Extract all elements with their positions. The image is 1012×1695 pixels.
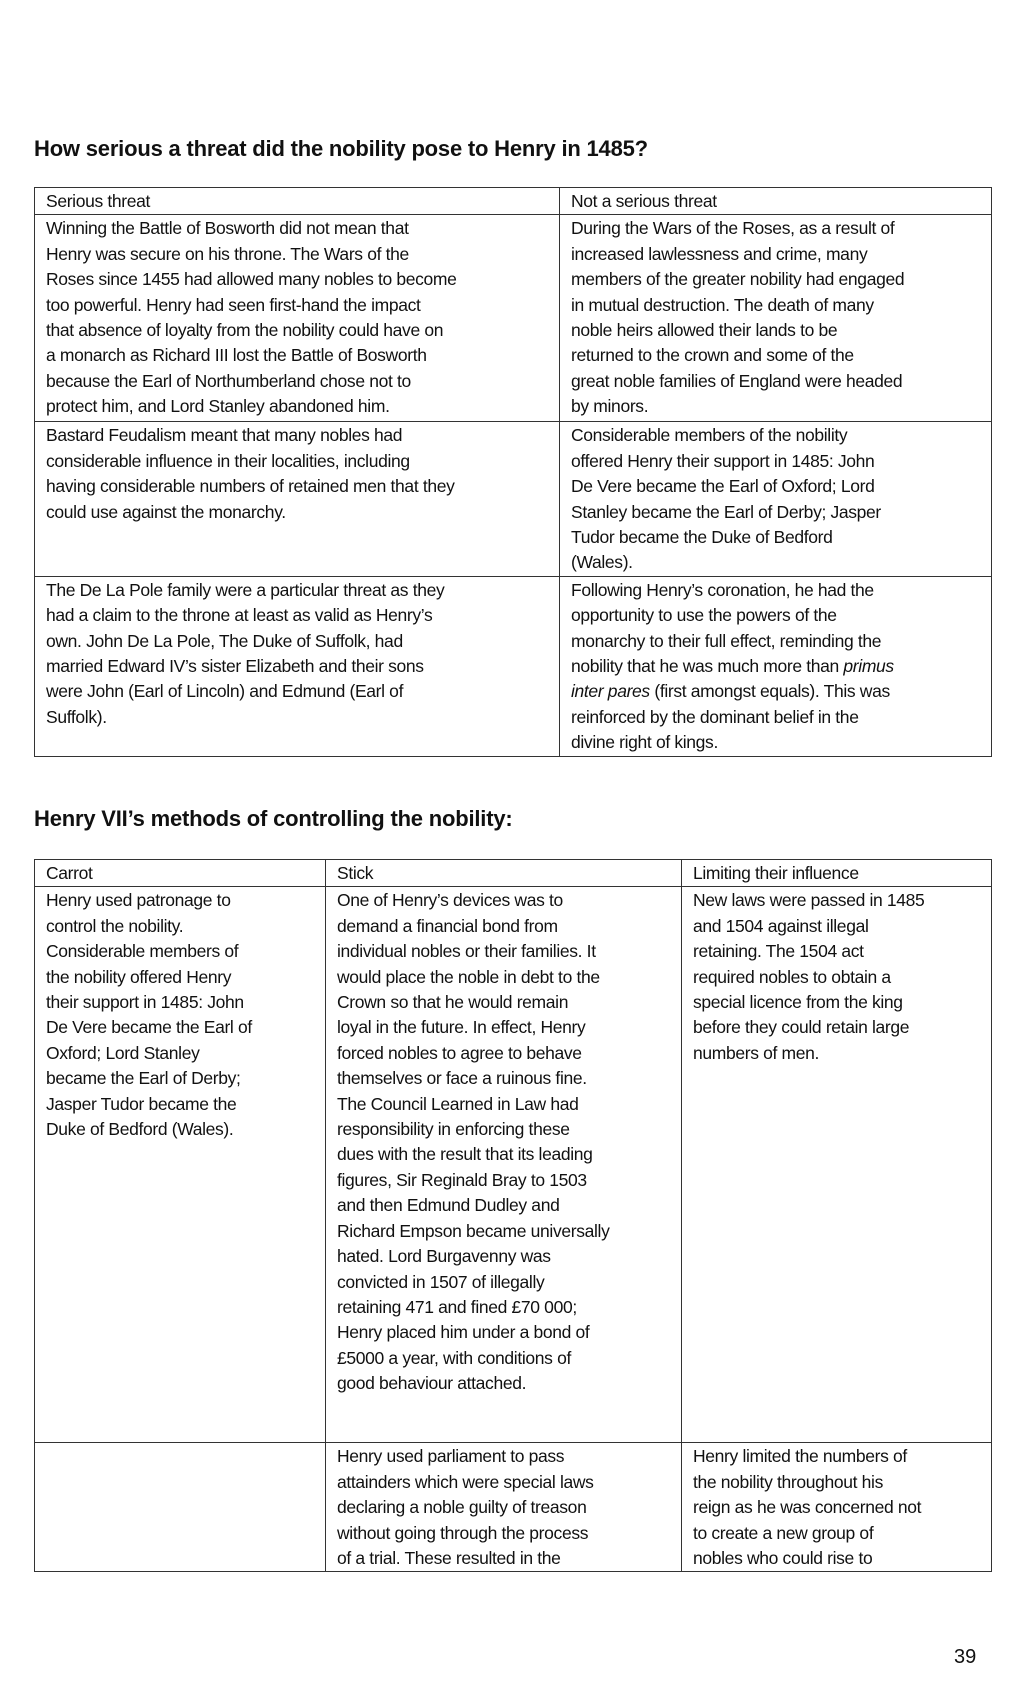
text-line: £5000 a year, with conditions of xyxy=(337,1347,571,1368)
table-cell xyxy=(682,1443,992,1572)
text-line: Tudor became the Duke of Bedford xyxy=(571,527,833,548)
table-cell xyxy=(35,1443,326,1572)
text-line: Crown so that he would remain xyxy=(337,992,569,1013)
text-line: to create a new group of xyxy=(693,1522,874,1543)
text-line: Henry limited the numbers of xyxy=(693,1446,907,1467)
text-line: retaining 471 and fined £70 000; xyxy=(337,1296,577,1317)
header-not-serious-threat: Not a serious threat xyxy=(560,188,992,215)
italic-text-segment: primus xyxy=(843,656,894,677)
text-line: married Edward IV’s sister Elizabeth and their sons xyxy=(46,656,424,677)
text-line: figures, Sir Reginald Bray to 1503 xyxy=(337,1169,587,1190)
table-row xyxy=(35,1443,992,1572)
text-line: special licence from the king xyxy=(693,992,903,1013)
table-cell xyxy=(35,422,560,576)
text-line: that absence of loyalty from the nobility could have on xyxy=(46,320,444,341)
text-line: increased lawlessness and crime, many xyxy=(571,243,868,264)
text-line: Stanley became the Earl of Derby; Jasper xyxy=(571,501,881,522)
text-line: Jasper Tudor became the xyxy=(46,1093,237,1114)
text-line: forced nobles to agree to behave xyxy=(337,1042,582,1063)
text-line: own. John De La Pole, The Duke of Suffolk, had xyxy=(46,630,403,651)
table-cell xyxy=(35,215,560,422)
section-heading-threat: How serious a threat did the nobility pose to Henry in 1485? xyxy=(34,136,648,161)
text-line: loyal in the future. In effect, Henry xyxy=(337,1017,586,1038)
table-row xyxy=(35,576,992,756)
text-line: Duke of Bedford (Wales). xyxy=(46,1119,234,1140)
text-line: numbers of men. xyxy=(693,1042,820,1063)
table-cell xyxy=(560,215,992,422)
text-line: Suffolk). xyxy=(46,706,107,727)
text-line: monarchy to their full effect, reminding the xyxy=(571,630,882,651)
text-line: and then Edmund Dudley and xyxy=(337,1195,560,1216)
table-cell xyxy=(35,887,326,1443)
table-header-row xyxy=(35,860,992,887)
text-line: divine right of kings. xyxy=(571,732,718,753)
header-stick: Stick xyxy=(326,860,682,887)
text-line: of a trial. These resulted in the xyxy=(337,1548,561,1569)
table-cell xyxy=(560,576,992,756)
text-segment: (first amongst equals). This was xyxy=(649,681,890,702)
table-cell xyxy=(560,422,992,576)
text-line: (Wales). xyxy=(571,552,633,573)
text-line: demand a financial bond from xyxy=(337,915,558,936)
text-line xyxy=(571,679,991,704)
table-cell xyxy=(326,887,682,1443)
text-line: themselves or face a ruinous fine. xyxy=(337,1068,587,1089)
text-line: Richard Empson became universally xyxy=(337,1220,610,1241)
text-line: noble heirs allowed their lands to be xyxy=(571,320,838,341)
threat-comparison-table xyxy=(34,187,992,757)
text-line: considerable influence in their localities, including xyxy=(46,450,410,471)
text-line: Considerable members of the nobility xyxy=(571,425,848,446)
text-line: because the Earl of Northumberland chose not to xyxy=(46,370,411,391)
page-number: 39 xyxy=(954,1646,977,1668)
text-line: were John (Earl of Lincoln) and Edmund (Earl of xyxy=(46,681,404,702)
text-line: De Vere became the Earl of Oxford; Lord xyxy=(571,476,875,497)
text-line: before they could retain large xyxy=(693,1017,910,1038)
text-line: offered Henry their support in 1485: John xyxy=(571,450,875,471)
text-line: declaring a noble guilty of treason xyxy=(337,1497,587,1518)
text-line: Henry used patronage to xyxy=(46,890,231,911)
text-line: dues with the result that its leading xyxy=(337,1144,593,1165)
table-row xyxy=(35,422,992,576)
text-line: During the Wars of the Roses, as a result of xyxy=(571,218,895,239)
text-line: New laws were passed in 1485 xyxy=(693,890,925,911)
text-line: had a claim to the throne at least as valid as Henry’s xyxy=(46,605,433,626)
text-line: a monarch as Richard III lost the Battle of Bosworth xyxy=(46,345,427,366)
table-row xyxy=(35,215,992,422)
text-line xyxy=(571,654,991,679)
italic-text-segment: inter pares xyxy=(571,681,650,702)
text-line: Henry was secure on his throne. The Wars of the xyxy=(46,243,409,264)
text-line: and 1504 against illegal xyxy=(693,915,869,936)
text-line: in mutual destruction. The death of many xyxy=(571,294,874,315)
text-line: protect him, and Lord Stanley abandoned him. xyxy=(46,396,390,417)
text-line: too powerful. Henry had seen first-hand the impact xyxy=(46,294,421,315)
text-line: great noble families of England were headed xyxy=(571,370,903,391)
text-line: returned to the crown and some of the xyxy=(571,345,854,366)
text-line: required nobles to obtain a xyxy=(693,966,891,987)
text-line: The Council Learned in Law had xyxy=(337,1093,579,1114)
text-line: The De La Pole family were a particular threat as they xyxy=(46,579,445,600)
text-line: their support in 1485: John xyxy=(46,992,244,1013)
text-line: without going through the process xyxy=(337,1522,589,1543)
table-cell xyxy=(682,887,992,1443)
text-line: nobles who could rise to xyxy=(693,1548,873,1569)
text-line: members of the greater nobility had engaged xyxy=(571,269,905,290)
text-line: De Vere became the Earl of xyxy=(46,1017,252,1038)
text-line: reign as he was concerned not xyxy=(693,1497,922,1518)
section-heading-methods: Henry VII’s methods of controlling the nobility: xyxy=(34,806,513,831)
text-line: retaining. The 1504 act xyxy=(693,941,864,962)
text-line: Bastard Feudalism meant that many nobles had xyxy=(46,425,403,446)
text-line: the nobility offered Henry xyxy=(46,966,232,987)
text-line: became the Earl of Derby; xyxy=(46,1068,241,1089)
text-line: Considerable members of xyxy=(46,941,239,962)
text-line: Roses since 1455 had allowed many nobles to become xyxy=(46,269,457,290)
text-line: could use against the monarchy. xyxy=(46,501,286,522)
text-line: having considerable numbers of retained men that they xyxy=(46,476,455,497)
header-limiting-influence: Limiting their influence xyxy=(682,860,992,887)
text-line: Winning the Battle of Bosworth did not mean that xyxy=(46,218,409,239)
table-cell xyxy=(35,576,560,756)
text-line: reinforced by the dominant belief in the xyxy=(571,706,859,727)
text-line: One of Henry’s devices was to xyxy=(337,890,563,911)
text-line: by minors. xyxy=(571,396,649,417)
methods-table xyxy=(34,859,992,1572)
header-serious-threat: Serious threat xyxy=(35,188,560,215)
text-line: convicted in 1507 of illegally xyxy=(337,1271,545,1292)
table-cell xyxy=(326,1443,682,1572)
text-line: opportunity to use the powers of the xyxy=(571,605,837,626)
text-line: Henry used parliament to pass xyxy=(337,1446,565,1467)
text-line: Following Henry’s coronation, he had the xyxy=(571,579,874,600)
header-carrot: Carrot xyxy=(35,860,326,887)
table-header-row xyxy=(35,188,992,215)
text-line: the nobility throughout his xyxy=(693,1471,883,1492)
text-line: Henry placed him under a bond of xyxy=(337,1322,590,1343)
table-row xyxy=(35,887,992,1443)
text-line: good behaviour attached. xyxy=(337,1373,527,1394)
text-line: responsibility in enforcing these xyxy=(337,1119,570,1140)
text-line: hated. Lord Burgavenny was xyxy=(337,1246,551,1267)
text-line: control the nobility. xyxy=(46,915,184,936)
text-segment: nobility that he was much more than xyxy=(571,656,844,677)
text-line: attainders which were special laws xyxy=(337,1471,594,1492)
text-line: individual nobles or their families. It xyxy=(337,941,596,962)
text-line: Oxford; Lord Stanley xyxy=(46,1042,200,1063)
text-line: would place the noble in debt to the xyxy=(337,966,600,987)
